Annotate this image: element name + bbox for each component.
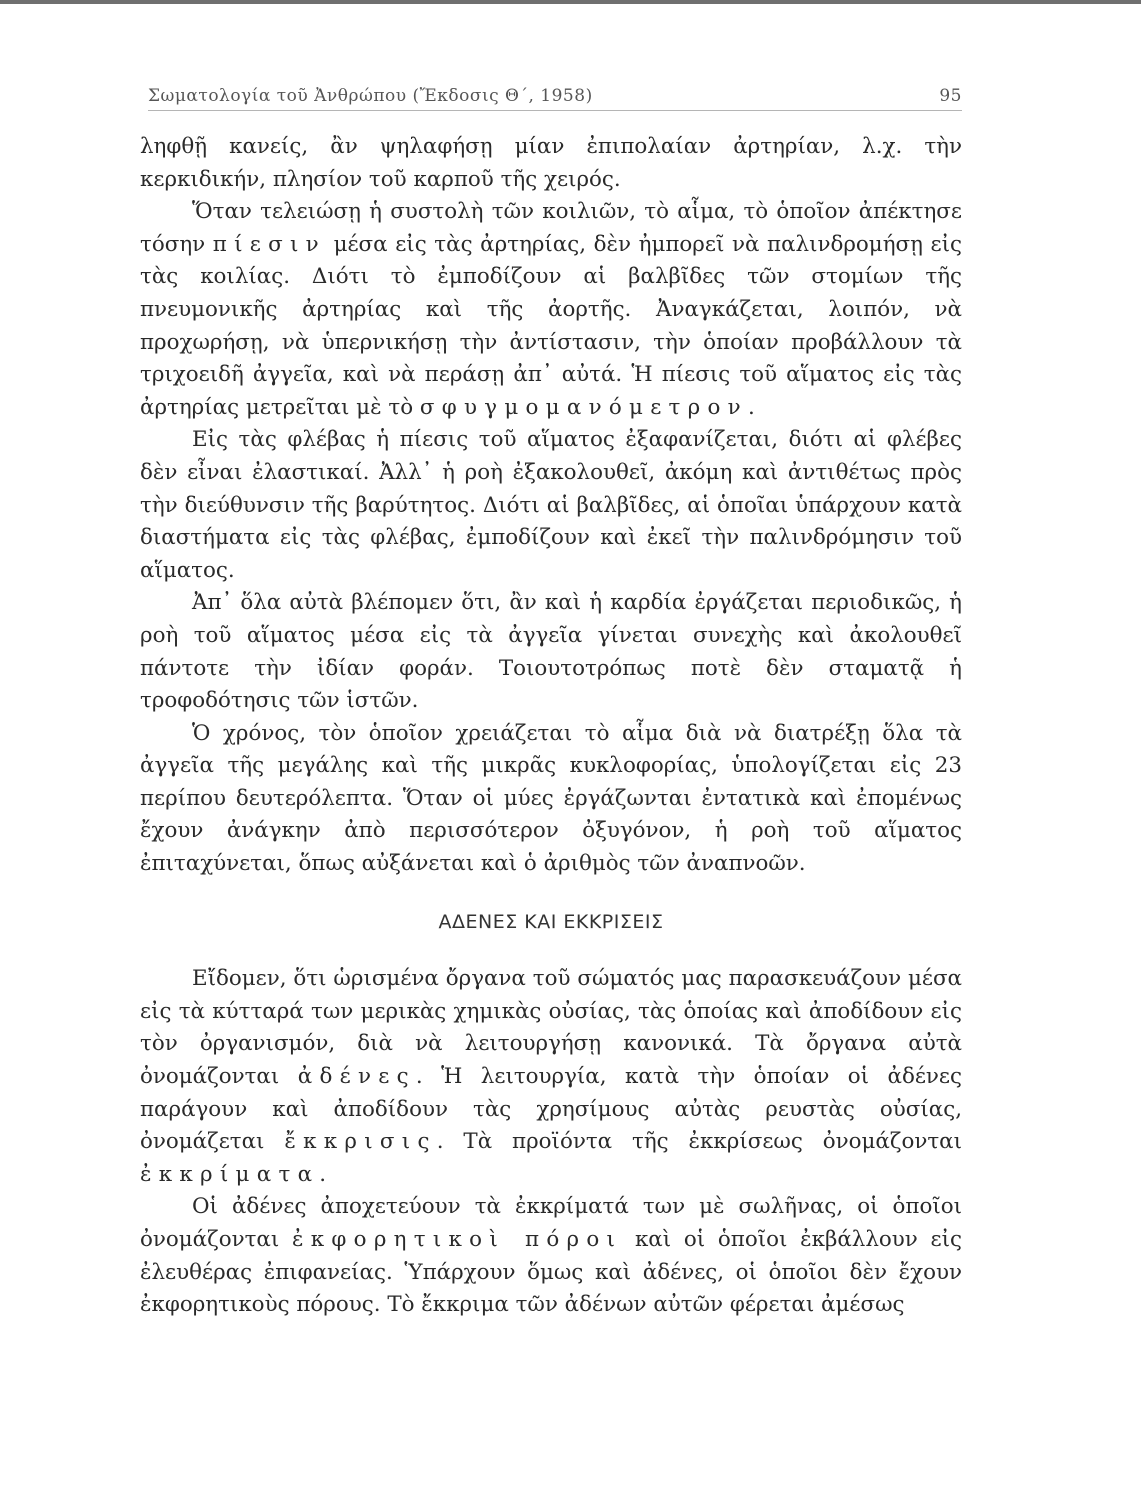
book-page <box>140 86 962 1322</box>
scan-top-border <box>0 0 1141 4</box>
running-title: Σωματολογία τοῦ Ἀνθρώπου (Ἔκδοσις Θ΄, 1958) <box>148 86 593 106</box>
paragraph-text: μέσα εἰς τὰς ἀρτηρίας, δὲν ἠμπορεῖ νὰ παλινδρομήσῃ εἰς τὰς κοιλίας. Διότι τὸ ἐμποδίζουν αἱ βαλβῖδες τῶν στομίων τῆς πνευμονικῆς ἀρτηρίας καὶ τῆς ἀορτῆς. Ἀναγκάζεται, λοιπόν, νὰ προχωρήσῃ, νὰ ὑπερνικήσῃ τὴν ἀντίστασιν, τὴν ὁποίαν προβάλλουν τὰ τριχοειδῆ ἀγγεῖα, καὶ νὰ περάσῃ ἀπ᾽ αὐτά. Ἡ πίεσις τοῦ αἵματος εἰς τὰς ἀρτηρίας μετρεῖται μὲ τὸ <box>140 231 962 420</box>
paragraph-text: Οἱ ἀδένες ἀποχετεύουν τὰ ἐκκρίματά των μὲ σωλῆνας, οἱ ὁποῖοι ὀνομάζονται <box>140 1194 962 1252</box>
paragraph <box>140 963 962 1191</box>
emphasized-term: πίεσιν <box>212 231 326 257</box>
page-number: 95 <box>939 86 962 106</box>
paragraph <box>140 587 962 717</box>
emphasized-term: ἔκκρισις <box>284 1129 437 1155</box>
paragraph <box>140 424 962 587</box>
paragraph <box>140 131 962 196</box>
main-text <box>140 131 962 1322</box>
paragraph <box>140 1191 962 1321</box>
paragraph-text: καὶ οἱ ὁποῖοι ἐκβάλλουν εἰς ἐλευθέρας ἐπιφανείας. Ὑπάρχουν ὅμως καὶ ἀδένες, οἱ ὁποῖοι δὲν ἔχουν ἐκφορητικοὺς πόρους. Τὸ ἔκκριμα τῶν ἀδένων αὐτῶν φέρεται ἀμέσως <box>140 1227 962 1318</box>
emphasized-term: ἀδένες <box>297 1064 416 1090</box>
paragraph-text: Ὁ χρόνος, τὸν ὁποῖον χρειάζεται τὸ αἷμα διὰ νὰ διατρέξῃ ὅλα τὰ ἀγγεῖα τῆς μεγάλης καὶ τῆς μικρᾶς κυκλοφορίας, ὑπολογίζεται εἰς 23 περίπου δευτερόλεπτα. Ὅταν οἱ μύες ἐργάζωνται ἐντατικὰ καὶ ἐπομένως ἔχουν ἀνάγκην ἀπὸ περισσότερον ὀξυγόνον, ἡ ροὴ τοῦ αἵματος ἐπιταχύνεται, ὅπως αὐξάνεται καὶ ὁ ἀριθμὸς τῶν ἀναπνοῶν. <box>140 720 962 877</box>
emphasized-term: σφυγμομανόμετρον <box>419 394 748 420</box>
paragraph <box>140 718 962 881</box>
paragraph-text: . <box>319 1161 327 1187</box>
paragraph-text: Ἀπ᾽ ὅλα αὐτὰ βλέπομεν ὅτι, ἂν καὶ ἡ καρδία ἐργάζεται περιοδικῶς, ἡ ροὴ τοῦ αἵματος μέσα εἰς τὰ ἀγγεῖα γίνεται συνεχὴς καὶ ἀκολουθεῖ πάντοτε τὴν ἰδίαν φοράν. Τοιουτοτρόπως ποτὲ δὲν σταματᾷ ἡ τροφοδότησις τῶν ἱστῶν. <box>140 590 962 714</box>
paragraph-text: Εἴδομεν, ὅτι ὡρισμένα ὄργανα τοῦ σώματός μας παρασκευάζουν μέσα εἰς τὰ κύτταρά των μερικὰς χημικὰς οὐσίας, τὰς ὁποίας καὶ ἀποδίδουν εἰς τὸν ὀργανισμόν, διὰ νὰ λειτουργήσῃ κανονικά. Τὰ ὄργανα αὐτὰ ὀνομάζονται <box>140 966 962 1090</box>
paragraph-text: . <box>747 394 755 420</box>
paragraph <box>140 196 962 424</box>
section-heading: ΑΔΕΝΕΣ ΚΑΙ ΕΚΚΡΙΣΕΙΣ <box>438 910 664 933</box>
emphasized-term: ἐκφορητικοὶ πόροι <box>292 1227 623 1252</box>
paragraph-text: Εἰς τὰς φλέβας ἡ πίεσις τοῦ αἵματος ἐξαφανίζεται, διότι αἱ φλέβες δὲν εἶναι ἐλαστικαί. Ἀλλ᾽ ἡ ροὴ ἐξακολουθεῖ, ἀκόμη καὶ ἀντιθέτως πρὸς τὴν διεύθυνσιν τῆς βαρύτητος. Διότι αἱ βαλβῖδες, αἱ ὁποῖαι ὑπάρχουν κατὰ διαστήματα εἰς τὰς φλέβας, ἐμποδίζουν καὶ ἐκεῖ τὴν παλινδρόμησιν τοῦ αἵματος. <box>140 427 962 583</box>
running-head <box>148 86 962 111</box>
paragraph-text: Ὅταν τελειώσῃ ἡ συστολὴ τῶν κοιλιῶν, τὸ αἷμα, τὸ ὁποῖον ἀπέκτησε τόσην <box>140 199 962 257</box>
paragraph-text: . Τὰ προϊόντα τῆς ἐκκρίσεως ὀνομάζονται <box>436 1129 962 1155</box>
paragraph-text: . Ἡ λειτουργία, κατὰ τὴν ὁποίαν οἱ ἀδένες παράγουν καὶ ἀποδίδουν τὰς χρησίμους αὐτὰς ρευστὰς οὐσίας, ὀνομάζεται <box>140 1064 962 1155</box>
emphasized-term: ἐκκρίματα <box>140 1161 320 1187</box>
paragraph-text: ληφθῇ κανείς, ἂν ψηλαφήσῃ μίαν ἐπιπολαίαν ἀρτηρίαν, λ.χ. τὴν κερκιδικήν, πλησίον τοῦ καρποῦ τῆς χειρός. <box>140 134 962 192</box>
